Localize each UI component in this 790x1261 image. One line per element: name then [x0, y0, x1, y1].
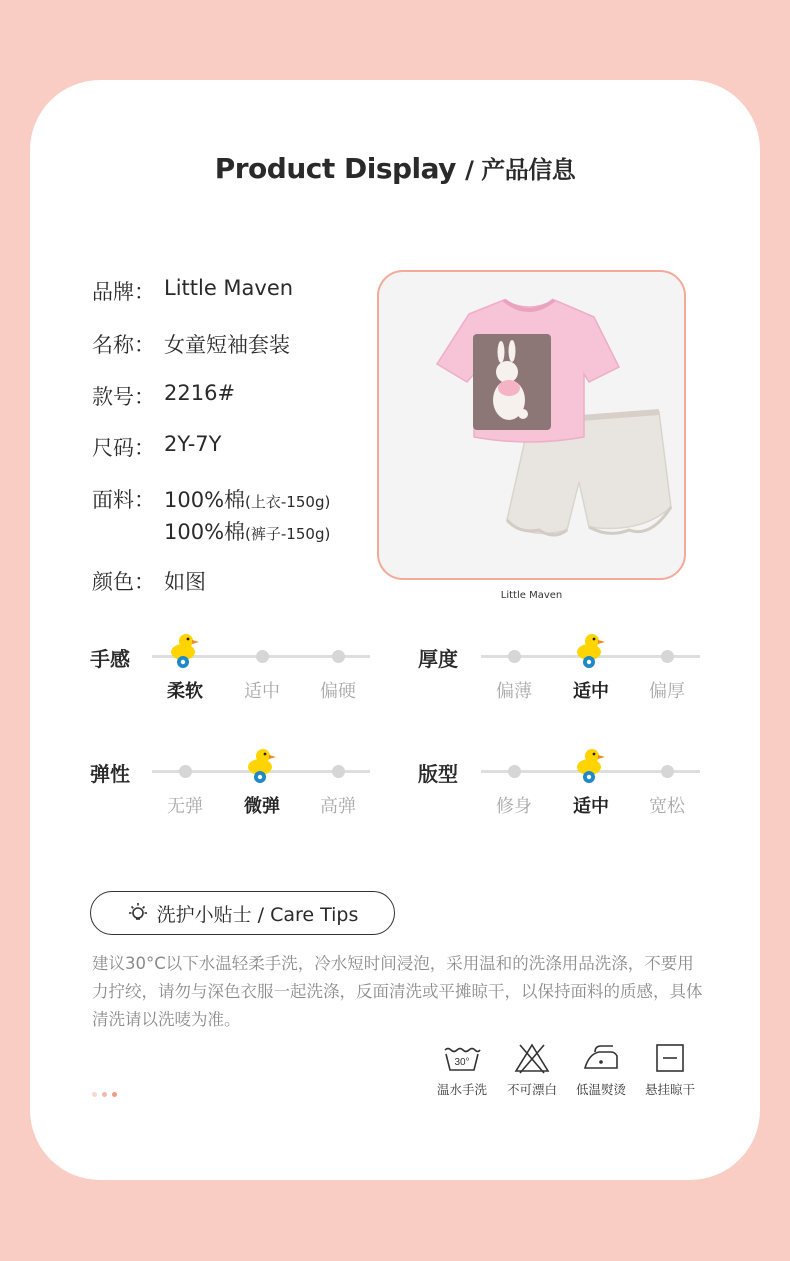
hand-wash-30-icon	[442, 1042, 482, 1074]
info-key: 尺码：	[92, 436, 155, 460]
info-value: 如图	[164, 570, 206, 594]
info-row-style-no	[92, 381, 235, 411]
scale-dot	[508, 650, 521, 663]
outfit-illustration	[379, 272, 684, 578]
product-photo	[377, 270, 686, 580]
info-value: Little Maven	[164, 276, 294, 300]
scale-dot	[661, 765, 674, 778]
scale-dot	[661, 650, 674, 663]
scale-option: 偏薄	[496, 681, 532, 702]
care-label: 悬挂晾干	[644, 1082, 695, 1097]
hang-dry-icon	[650, 1042, 690, 1074]
duck-marker-icon	[245, 745, 279, 785]
info-value	[164, 484, 330, 550]
info-value: 2Y-7Y	[164, 432, 222, 456]
scale-option: 修身	[496, 796, 532, 817]
info-row-color	[92, 566, 206, 596]
info-key: 面料：	[92, 488, 155, 512]
info-value: 2216#	[164, 381, 236, 405]
info-row-name	[92, 329, 290, 359]
scale-dot	[256, 650, 269, 663]
fabric-top: 100%棉	[164, 488, 246, 512]
care-tips-pill	[90, 891, 395, 935]
scale-option: 微弹	[244, 796, 280, 817]
page-title	[0, 150, 790, 185]
care-low-iron	[566, 1042, 636, 1098]
info-key: 款号：	[92, 385, 155, 409]
scale-option: 偏硬	[320, 681, 356, 702]
info-key: 颜色：	[92, 570, 155, 594]
title-en: Product Display	[214, 152, 456, 185]
page-dot	[112, 1092, 117, 1097]
duck-marker-icon	[574, 630, 608, 670]
fabric-bottom: 100%棉	[164, 520, 246, 544]
info-value: 女童短袖套装	[164, 333, 290, 357]
care-label: 不可漂白	[506, 1082, 557, 1097]
scale-dot	[332, 765, 345, 778]
info-row-size	[92, 432, 221, 462]
care-hang-dry	[635, 1042, 705, 1098]
title-zh: / 产品信息	[465, 156, 576, 184]
care-tips-title: 洗护小贴士 / Care Tips	[156, 903, 359, 926]
scale-option: 无弹	[167, 796, 203, 817]
scale-option: 适中	[573, 796, 609, 817]
duck-marker-icon	[168, 630, 202, 670]
scale-option: 柔软	[167, 681, 203, 702]
page-dot	[102, 1092, 107, 1097]
scale-dot	[332, 650, 345, 663]
scale-label: 厚度	[418, 647, 458, 671]
duck-marker-icon	[574, 745, 608, 785]
scale-option: 适中	[244, 681, 280, 702]
fabric-top-note: (上衣-150g)	[245, 493, 331, 511]
info-key: 品牌：	[92, 280, 155, 304]
scale-option: 高弹	[320, 796, 356, 817]
photo-caption: Little Maven	[500, 590, 563, 601]
care-label: 温水手洗	[436, 1082, 487, 1097]
svg-text:30°: 30°	[454, 1057, 470, 1068]
fabric-bottom-note: (裤子-150g)	[245, 525, 331, 543]
no-bleach-icon	[512, 1042, 552, 1074]
care-no-bleach	[497, 1042, 567, 1098]
low-iron-icon	[581, 1042, 621, 1074]
scale-label: 版型	[418, 762, 458, 786]
care-tips-text: 建议30°C以下水温轻柔手洗，冷水短时间浸泡，采用温和的洗涤用品洗涤，不要用力拧绞，请勿与深色衣服一起洗涤，反面清洗或平摊晾干，以保持面料的质感，具体清洗请以洗唛为准。	[92, 954, 703, 1029]
scale-dot	[179, 765, 192, 778]
scale-label: 手感	[90, 647, 130, 671]
info-row-brand	[92, 276, 293, 306]
scale-option: 适中	[573, 681, 609, 702]
lightbulb-icon	[127, 902, 149, 924]
info-row-fabric	[92, 484, 330, 550]
scale-dot	[508, 765, 521, 778]
page-dot	[92, 1092, 97, 1097]
info-key: 名称：	[92, 333, 155, 357]
care-label: 低温熨烫	[575, 1082, 626, 1097]
scale-option: 宽松	[649, 796, 685, 817]
care-hand-wash	[427, 1042, 497, 1098]
scale-option: 偏厚	[649, 681, 685, 702]
page-dots	[92, 1092, 117, 1097]
scale-label: 弹性	[90, 762, 130, 786]
